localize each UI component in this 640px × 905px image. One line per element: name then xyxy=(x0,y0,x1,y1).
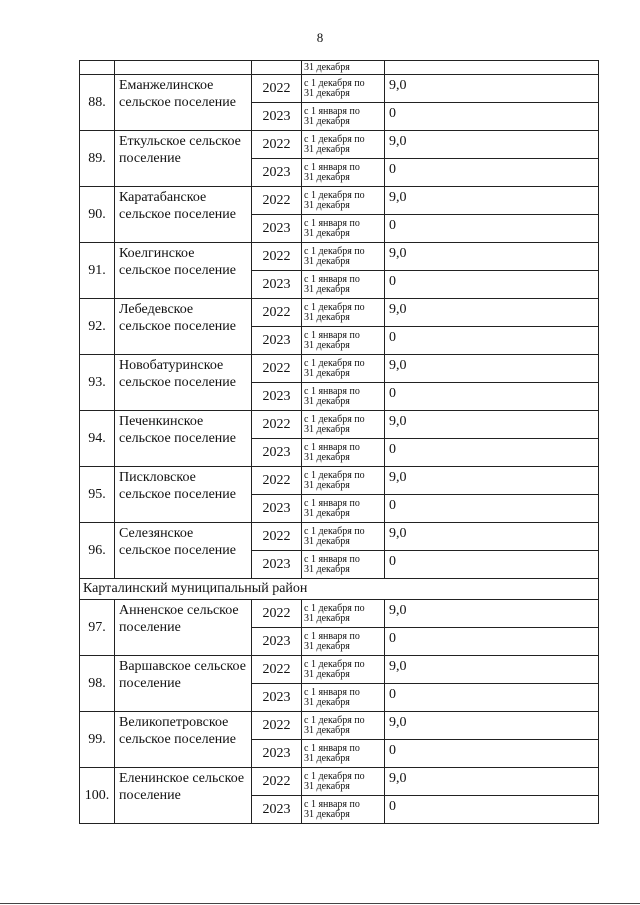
rate-cell: 9,0 xyxy=(385,75,599,103)
year-cell: 2023 xyxy=(252,684,302,712)
period-cell xyxy=(302,159,385,187)
year-cell: 2022 xyxy=(252,187,302,215)
period-line: 31 декабря xyxy=(304,311,350,323)
year-cell: 2023 xyxy=(252,551,302,579)
year-cell: 2022 xyxy=(252,467,302,495)
period-cell xyxy=(302,796,385,824)
year-cell: 2023 xyxy=(252,103,302,131)
period-line: 31 декабря xyxy=(304,255,350,267)
year-cell: 2022 xyxy=(252,131,302,159)
period-cell xyxy=(302,103,385,131)
period-line: с 1 декабря по xyxy=(304,357,365,369)
period-line: с 1 декабря по xyxy=(304,245,365,257)
settlement-name: Лебедевское сельское поселение xyxy=(115,299,252,355)
table-row xyxy=(80,131,599,159)
rate-cell: 0 xyxy=(385,796,599,824)
year-cell: 2023 xyxy=(252,383,302,411)
rate-cell: 9,0 xyxy=(385,187,599,215)
period-cell xyxy=(302,243,385,271)
rate-cell: 0 xyxy=(385,684,599,712)
period-cell xyxy=(302,75,385,103)
period-line: с 1 января по xyxy=(304,742,360,754)
period-cell xyxy=(302,383,385,411)
rate-cell: 0 xyxy=(385,103,599,131)
row-number: 90. xyxy=(80,187,115,243)
rate-cell: 9,0 xyxy=(385,355,599,383)
period-line: 31 декабря xyxy=(304,696,350,708)
rate-cell: 9,0 xyxy=(385,712,599,740)
rate-cell: 9,0 xyxy=(385,523,599,551)
period-line: 31 декабря xyxy=(304,143,350,155)
rate-cell: 9,0 xyxy=(385,768,599,796)
period-line: с 1 декабря по xyxy=(304,525,365,537)
period-cell xyxy=(302,187,385,215)
period-cell xyxy=(302,768,385,796)
table-body-kartaly xyxy=(80,600,599,824)
year-cell: 2023 xyxy=(252,327,302,355)
table-row xyxy=(80,243,599,271)
year-cell: 2022 xyxy=(252,600,302,628)
year-cell: 2023 xyxy=(252,215,302,243)
year-cell: 2023 xyxy=(252,495,302,523)
period-cell xyxy=(302,131,385,159)
period-line: с 1 декабря по xyxy=(304,189,365,201)
table-row xyxy=(80,712,599,740)
period-cell xyxy=(302,656,385,684)
period-cell xyxy=(302,467,385,495)
settlement-name: Печенкинское сельское поселение xyxy=(115,411,252,467)
period-line: с 1 января по xyxy=(304,553,360,565)
period-line: 31 декабря xyxy=(304,724,350,736)
table-row xyxy=(80,523,599,551)
year-cell: 2022 xyxy=(252,656,302,684)
period-cell xyxy=(302,712,385,740)
rate-cell: 0 xyxy=(385,215,599,243)
period-cell xyxy=(302,327,385,355)
table-row xyxy=(80,75,599,103)
period-line: 31 декабря xyxy=(304,423,350,435)
rate-cell: 0 xyxy=(385,628,599,656)
period-line: 31 декабря xyxy=(304,668,350,680)
period-line: с 1 декабря по xyxy=(304,413,365,425)
period-line: 31 декабря xyxy=(304,535,350,547)
section-row xyxy=(80,579,599,600)
period-cell xyxy=(302,215,385,243)
year-cell: 2022 xyxy=(252,355,302,383)
period-line: 31 декабря xyxy=(304,199,350,211)
period-line: с 1 декабря по xyxy=(304,770,365,782)
rate-cell: 9,0 xyxy=(385,411,599,439)
rate-cell: 9,0 xyxy=(385,299,599,327)
period-line: 31 декабря xyxy=(304,283,350,295)
rate-cell: 0 xyxy=(385,327,599,355)
period-cell xyxy=(302,684,385,712)
rate-cell: 0 xyxy=(385,495,599,523)
row-number: 93. xyxy=(80,355,115,411)
period-line: с 1 января по xyxy=(304,161,360,173)
table-row xyxy=(80,656,599,684)
row-number: 98. xyxy=(80,656,115,712)
row-number: 94. xyxy=(80,411,115,467)
settlement-name: Каратабанское сельское поселение xyxy=(115,187,252,243)
row-number: 95. xyxy=(80,467,115,523)
rate-cell: 0 xyxy=(385,551,599,579)
period-line: с 1 декабря по xyxy=(304,133,365,145)
period-line: 31 декабря xyxy=(304,612,350,624)
page-bottom-rule xyxy=(0,903,640,904)
rate-cell: 0 xyxy=(385,740,599,768)
period-line: 31 декабря xyxy=(304,87,350,99)
period-cell xyxy=(302,411,385,439)
period-line: с 1 января по xyxy=(304,105,360,117)
year-cell: 2023 xyxy=(252,796,302,824)
period-line: с 1 января по xyxy=(304,217,360,229)
section-title: Карталинский муниципальный район xyxy=(80,579,599,600)
rate-cell: 9,0 xyxy=(385,467,599,495)
section-body xyxy=(80,579,599,600)
rate-cell: 9,0 xyxy=(385,243,599,271)
rate-cell: 9,0 xyxy=(385,656,599,684)
period-cell xyxy=(302,355,385,383)
period-line: с 1 января по xyxy=(304,273,360,285)
row-number: 100. xyxy=(80,768,115,824)
row-number: 91. xyxy=(80,243,115,299)
period-line: 31 декабря xyxy=(304,479,350,491)
rate-cell: 9,0 xyxy=(385,131,599,159)
rate-cell: 0 xyxy=(385,439,599,467)
period-line: с 1 декабря по xyxy=(304,301,365,313)
settlement-name: Писклoвское сельское поселение xyxy=(115,467,252,523)
period-line: с 1 декабря по xyxy=(304,714,365,726)
period-line: 31 декабря xyxy=(304,171,350,183)
row-number: 88. xyxy=(80,75,115,131)
settlement-name: Великопетровское сельское поселение xyxy=(115,712,252,768)
period-line: с 1 января по xyxy=(304,630,360,642)
period-line: с 1 января по xyxy=(304,385,360,397)
table-body-main xyxy=(80,61,599,579)
period-line: с 1 января по xyxy=(304,329,360,341)
row-number: 92. xyxy=(80,299,115,355)
period-cell xyxy=(302,439,385,467)
period-cell xyxy=(302,628,385,656)
period-cell: 31 декабря xyxy=(302,61,385,75)
row-number: 99. xyxy=(80,712,115,768)
year-cell: 2022 xyxy=(252,243,302,271)
table-row xyxy=(80,187,599,215)
table-row xyxy=(80,299,599,327)
settlement-name: Еманжелинское сельское поселение xyxy=(115,75,252,131)
period-line: 31 декабря xyxy=(304,640,350,652)
row-number: 89. xyxy=(80,131,115,187)
rate-cell: 0 xyxy=(385,383,599,411)
table-row xyxy=(80,467,599,495)
rate-cell: 0 xyxy=(385,159,599,187)
year-cell: 2023 xyxy=(252,271,302,299)
period-cell xyxy=(302,271,385,299)
period-line: с 1 января по xyxy=(304,497,360,509)
table-row xyxy=(80,600,599,628)
period-cell xyxy=(302,523,385,551)
year-cell: 2022 xyxy=(252,411,302,439)
year-cell: 2023 xyxy=(252,628,302,656)
year-cell: 2022 xyxy=(252,75,302,103)
settlement-name: Селезянское сельское поселение xyxy=(115,523,252,579)
period-line: с 1 декабря по xyxy=(304,469,365,481)
period-cell xyxy=(302,495,385,523)
settlement-name: Анненское сельское поселение xyxy=(115,600,252,656)
rate-cell: 0 xyxy=(385,271,599,299)
rate-cell: 9,0 xyxy=(385,600,599,628)
period-cell xyxy=(302,551,385,579)
table-row xyxy=(80,768,599,796)
period-line: 31 декабря xyxy=(304,115,350,127)
row-number: 96. xyxy=(80,523,115,579)
period-line: с 1 декабря по xyxy=(304,658,365,670)
period-line: 31 декабря xyxy=(304,752,350,764)
period-line: 31 декабря xyxy=(304,507,350,519)
table-row xyxy=(80,411,599,439)
period-line: 31 декабря xyxy=(304,395,350,407)
tariff-table xyxy=(79,60,599,824)
row-number: 97. xyxy=(80,600,115,656)
year-cell: 2022 xyxy=(252,299,302,327)
year-cell: 2023 xyxy=(252,740,302,768)
period-line: с 1 декабря по xyxy=(304,602,365,614)
period-line: 31 декабря xyxy=(304,339,350,351)
period-line: 31 декабря xyxy=(304,563,350,575)
period-cell xyxy=(302,740,385,768)
settlement-name: Еленинское сельское поселение xyxy=(115,768,252,824)
continuation-row xyxy=(80,61,599,75)
year-cell: 2022 xyxy=(252,712,302,740)
period-line: 31 декабря xyxy=(304,367,350,379)
period-line: 31 декабря xyxy=(304,780,350,792)
settlement-name: Еткульское сельское поселение xyxy=(115,131,252,187)
year-cell: 2022 xyxy=(252,523,302,551)
period-cell xyxy=(302,600,385,628)
period-line: 31 декабря xyxy=(304,227,350,239)
settlement-name: Новобатуринское сельское поселение xyxy=(115,355,252,411)
period-line: с 1 декабря по xyxy=(304,77,365,89)
year-cell: 2023 xyxy=(252,159,302,187)
settlement-name: Варшавское сельское поселение xyxy=(115,656,252,712)
period-line: 31 декабря xyxy=(304,451,350,463)
period-line: с 1 января по xyxy=(304,798,360,810)
year-cell: 2022 xyxy=(252,768,302,796)
settlement-name: Коелгинское сельское поселение xyxy=(115,243,252,299)
period-line: с 1 января по xyxy=(304,686,360,698)
period-line: с 1 января по xyxy=(304,441,360,453)
table-row xyxy=(80,355,599,383)
period-cell xyxy=(302,299,385,327)
year-cell: 2023 xyxy=(252,439,302,467)
period-line: 31 декабря xyxy=(304,808,350,820)
page-number: 8 xyxy=(316,30,324,45)
